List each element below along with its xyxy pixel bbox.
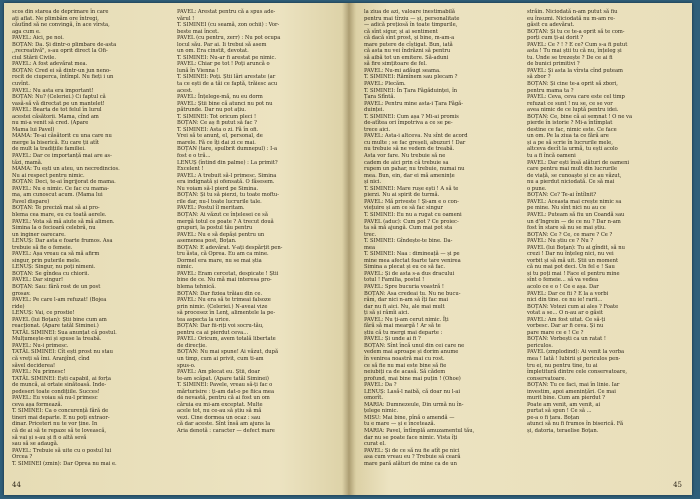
text-line: viețuire și am ce să fac singur — [364, 205, 443, 212]
text-line: Aria denotă : caracter — defect mare — [177, 428, 275, 434]
text-line: TATĂL SIMINEI: Ești capabil, ai forța — [12, 375, 111, 382]
text-line: PAVEL: Postul îl meritam. — [177, 205, 245, 212]
text-line: acele tot, nu ce-au să știu să mă — [177, 408, 262, 415]
text-line: pierzi. Nu ai spirit de turmă. — [364, 192, 440, 199]
text-line: PAVEL: Bearta de tot felul în lurul — [12, 107, 102, 114]
text-line: că de ai să te repaze să te lovească, — [12, 428, 107, 434]
text-line: pierde în istorie ? Mi-a întîmplat — [527, 120, 613, 127]
text-line: o pune. — [527, 185, 547, 192]
text-line: la ziua de azi, valoare inestimabilă — [364, 9, 456, 15]
text-line: Pavel dispare) — [12, 198, 50, 205]
text-line: MAMA: Tu ești un ateu, un necredincios. — [12, 166, 120, 173]
text-line: MISU: Mai bine, pînă o amendă — — [364, 414, 455, 421]
text-line: TATĂL SIMINEI: Sua anunțat că postul. — [12, 329, 117, 336]
text-line: BOȚAN: Și tu ce te-a oprit să te com- — [527, 28, 625, 35]
text-line: PAVEL: Nu era să te trimeai falsoze — [177, 297, 271, 304]
text-line: MARIA: Dumnezeule, Din urmă nu în- — [364, 401, 464, 408]
text-line: PAVEL: Aici, pe noi. — [12, 35, 64, 42]
text-line: PAVEL: Nu primesc! — [12, 369, 66, 376]
text-line: PAVEL: Chiar pe tot ! Poți aruncă o — [177, 61, 270, 68]
text-line: PAVEL (aduc): Cum pot ? Ce proiec- — [364, 218, 459, 225]
text-line: rile dar, nu-l toate lucrurile tale. — [177, 198, 262, 205]
text-line: un om. Era cinstit, devotat. — [177, 48, 249, 55]
text-line: să vai și s-au și fi o altă sevă — [12, 434, 87, 441]
text-line: grosav. — [12, 290, 31, 297]
text-line: T. SIMINEI: Pavele, vreau să-ți fac o — [177, 382, 273, 389]
text-line: blema cea mare, eu cu toată aerele. — [12, 211, 107, 218]
text-line: PAVEL: Eu voiau să nu-l primesc — [12, 395, 98, 402]
text-line: PAVEL: Și de asta s-a dus dracului — [364, 270, 455, 277]
text-line: Vrei să te anunț, el, personal, de — [177, 133, 263, 140]
text-line: mergă totul ce poate ? A trecut două — [177, 218, 274, 225]
text-line: T. SIMINEI (cu seamă, zon ochii) : Vor- — [177, 22, 280, 29]
text-line: te-am scăpat. (Apare tatăl Siminei) — [177, 375, 269, 382]
text-line: PAVEL: Mă priveste ! Și-am e o con- — [364, 198, 459, 205]
text-line: porți cum ți-ai dorit ? — [527, 35, 584, 42]
text-line: aga cum e. — [12, 28, 41, 35]
text-line: tru ăsta, că Oprea. Eu am ca mine. — [177, 251, 269, 258]
text-line: BOȚAN: Te preciză mai să ai pro- — [12, 205, 100, 212]
text-line: BOȚAN: Cred ei să dintr-un jun neno- — [12, 67, 111, 74]
text-line: Orcea ? — [12, 454, 33, 461]
text-line: refuzat ce sunt ! nu se, ce se vor — [527, 100, 613, 107]
text-line: prin nimic. (Celeriei.) N-aveai vize — [177, 303, 268, 310]
text-line: că dar aceste. Sînt însă am ajuns la — [177, 421, 271, 428]
text-line: Mulțumește-mi și spuse la treabă. — [12, 336, 102, 343]
right-page-column-1 — [364, 9, 519, 467]
text-line: PAVEL: Și asta la vîrsta cînd puteam — [527, 67, 623, 74]
text-line: vorbit și să mă uit. Știi un moment — [527, 257, 619, 264]
left-page-text — [12, 9, 334, 467]
text-line: că dacă sînt prost, și bine, m-am-a — [364, 35, 455, 42]
right-page-number: 45 — [673, 481, 682, 489]
text-line: trec. — [364, 231, 377, 238]
right-page-text — [364, 9, 682, 467]
text-line: PAVEL: Nu asta era important! — [12, 87, 94, 94]
text-line: mare putere de cîștigat. Bun, iată — [364, 41, 453, 48]
text-line: BOȚAN: Asa credeai tu. Nu ne bucu- — [364, 290, 461, 297]
text-line: tineri mai departe. E nu poți extraor- — [12, 414, 110, 421]
text-line: pedeseri toate condițiile. Succes! — [12, 388, 100, 395]
text-line: pentru ca ai pierdut ceva... — [177, 329, 249, 336]
text-line: mărturisire : ți-am dat-o pe fiica mea — [177, 388, 275, 395]
text-line: PAVEL: Trebuie să uite cu o postul lui — [12, 447, 112, 454]
text-line: profund, mai bine mai puțin ! (Ohoe) — [364, 375, 461, 382]
text-line: că vreți să îmi. Aranjînd, cînd — [12, 355, 90, 362]
text-line: mare pară alături de mine ca de un — [364, 460, 457, 467]
text-line: PAVEL: Nu e să depăși pentru un — [177, 231, 265, 238]
text-line: căruia eu mi-am exceptat. Multe — [177, 401, 263, 408]
text-line: T. SIMINEI: În Țara Făgăduinței, în — [364, 87, 458, 94]
text-line: BOȚAN: Ai văzut ce înțelesei ce să — [177, 211, 268, 218]
text-line: PAVEL: Nu știu ce ? Nu ? — [527, 238, 594, 245]
text-line: Mama lui Pavel) — [12, 126, 55, 133]
text-line: — adică prețiosă în toate timpurile, — [364, 22, 458, 29]
text-line: PAVEL: Dar ești însă alături de oameni — [527, 159, 630, 166]
text-line: BOȚAN: E adevărat. V-ați despărțit pen- — [177, 244, 283, 251]
text-line: să fire simțitoare de fel. — [364, 61, 427, 68]
text-line: singur, prin puterile mele. — [12, 257, 81, 264]
right-page — [348, 3, 692, 495]
text-line: PAVEL: Da ? — [364, 382, 397, 389]
text-line: Simina a plecat și eu ce să fac. — [364, 264, 446, 271]
text-line: tru ei, nu pentru tine, tu ai — [527, 362, 598, 369]
text-line: avea nimic de ce luptă pentru idei. — [527, 107, 619, 114]
text-line: vezi. Cine dormea un ocaz : sau — [177, 414, 261, 421]
text-line: pe mine. Nu sînt nici nu au ce — [527, 205, 606, 212]
text-line: PAVEL: Plecăm. — [364, 81, 406, 88]
text-line: ți să și rămîi aici. — [364, 310, 410, 317]
text-line: Simina la o fecioară celebră, nu — [12, 225, 96, 232]
text-line: tăzi, mamă. — [12, 159, 43, 166]
text-line: dar nu fi aici. Nu, ale mai mult — [364, 303, 445, 310]
text-line: acestei căsătorii. Mama, cînd am — [12, 113, 99, 120]
text-line: pentru mai tîrziu — și, personalitate — [364, 15, 460, 22]
text-line: beste mai încet. — [177, 28, 219, 35]
text-line: nici din tine. ce nu ie! rarii... — [527, 297, 603, 304]
text-line: mea ! Iată ! Iubirii și periculos pen- — [527, 355, 621, 362]
text-line: BOȚAN: Dar fiziea trăiau din ce. — [177, 290, 263, 297]
text-line: mine mea afectat foarte tare venirea — [364, 257, 461, 264]
text-line: Nu voiam să-l pierd pe Simina. — [177, 185, 259, 192]
text-line: un d'Ingrein — de ce nu ? Dar n-am — [527, 218, 621, 225]
text-line: PAVEL: Aceasta mai crește nimic sa — [527, 198, 622, 205]
text-line: MAMA: Te-ai căsătorit cu una care nu — [12, 133, 112, 140]
text-line: fost e o tră... — [177, 153, 211, 160]
text-line: reacționat. (Apare tatăl Siminei.) — [12, 323, 99, 330]
text-line: ride) — [12, 303, 25, 310]
text-line: PAVEL: Am plecat eu. Știi, doar — [177, 369, 260, 376]
text-line: T. SIMINEI: Naa : dimineață — și pe — [364, 251, 460, 258]
text-line: PAVEL (lui Boțan): Tu ai gîndit, să nu — [527, 244, 625, 251]
text-line: un timp, cum ai privit, cum ti-am — [177, 355, 264, 362]
text-line: și nici. — [364, 179, 382, 186]
text-line: un om. Pe la ziua ta ce fără are — [527, 133, 609, 140]
text-line: BOȚAN: Ce aș fi putut să fac ? — [177, 120, 257, 127]
left-page-number: 44 — [12, 481, 21, 489]
text-line: acest. — [177, 87, 193, 94]
text-line: BOȚAN: Tu ce faci, mai în linie. Iar — [527, 382, 620, 389]
text-line: de mult la tradițiile familiei. — [12, 146, 86, 153]
text-line: MARIA: Pavel, întîmplă amuzamentul tău, — [364, 428, 475, 434]
text-line: Țara Sfîntă. — [364, 94, 396, 101]
text-line: sau să se adaugă. — [12, 441, 59, 448]
text-line: nu trebuie să ne vedem de treabă. — [364, 146, 455, 153]
text-line: PAVEL: Am fost uitat. Ce să-ți — [527, 316, 606, 323]
text-line: duinței. — [364, 107, 385, 114]
text-line: LENUȘ: Dar asta e foarte frumos. Asa — [12, 238, 113, 245]
text-line: atunci să nu fi frumos în biserică. Fă — [527, 421, 624, 428]
text-line: PAVEL: Ceva, ceva care este cel timp — [527, 94, 625, 101]
text-line: bine de ce. Nu mă mai interesa pro- — [177, 277, 272, 284]
text-line: PAVEL: Înțelege-mă, nu eu dorm — [177, 94, 263, 101]
text-line: de bunici primitivi ? — [527, 61, 580, 68]
text-line: răm, dar nici n-am să îți fac mai — [364, 297, 448, 304]
text-line: PAVEL: Asta-i altceva. Nu sînt de acord — [364, 133, 468, 140]
text-line: și, datoria, teraelise Boțan. — [527, 428, 599, 434]
text-line: BOȚAN: Vorbești ca un ratat ! — [527, 336, 606, 343]
text-line: LENUȘ: Singur, nu poți nimeni. — [12, 264, 96, 271]
text-line: pare mare ce e ! Ce ? — [527, 329, 584, 336]
text-line: tu. Unde se trezește ? De ce ai fi — [527, 54, 613, 61]
text-line: PAVEL: Ce ? ! ? E ce? Cum s-a fi putut — [527, 41, 628, 48]
text-line: care pentru mai mult din lucrurile — [527, 166, 618, 173]
left-page-column-1 — [12, 9, 169, 467]
book-gutter — [342, 3, 356, 495]
text-line: asta ! Tu mai știi tu că nu, înțeleg și — [527, 48, 622, 55]
text-line: BOȚAN: Se gîndea cu chiorii. — [12, 270, 90, 277]
text-line: T. SIMINEI: Asta o zi. Fă în ofi. — [177, 126, 259, 133]
text-line: vărul ! — [177, 15, 195, 22]
text-line: periculos. — [527, 342, 553, 349]
text-line: știu că tu mergi mai departe : — [364, 329, 443, 336]
text-line: murit bine. Cum am pierdut ? — [527, 395, 606, 402]
book-spread — [4, 3, 692, 495]
text-line: BOȚAN (tare, spulbrit dumnepul) : I-a — [177, 146, 278, 153]
text-line: dinar. Priceteri nu te vor ține. In — [12, 421, 98, 428]
text-line: BOȚAN: Deci, te-ai îngrijorat de mama. — [12, 179, 116, 186]
text-line: cadem de aici prin că trebuie sa — [364, 159, 449, 166]
text-line: ceva așa formează. — [12, 401, 63, 408]
text-line: găsit cu adevărat. — [527, 22, 575, 29]
text-line: nu a pierdut niciodată. Ce să mai — [527, 179, 615, 186]
text-line: de viață, se cunoaște și ce au văzut, — [527, 172, 622, 179]
text-line: BOȚAN: Sau: fără rost de un post — [12, 283, 101, 290]
text-line: pentru mama ta ? — [527, 87, 574, 94]
text-line: PAVEL (cu pentru, zerr) : Nu pot ocupa — [177, 35, 281, 42]
text-line: T. SIMINEI: Cum așa ? Mi-ai promis — [364, 113, 459, 120]
text-line: PAVEL: Nu-i primesc. — [12, 342, 69, 349]
text-line: investim, apoi amenințări. Ce mai — [527, 388, 616, 395]
text-line: mea — [364, 244, 376, 251]
text-line: că asta nu vei îndrăzni să pentru — [364, 48, 451, 55]
text-line: BOȚAN: Sînt încă unul din cei care ne — [364, 342, 465, 349]
text-line: căutînd să ne convingă, în ace vîrsta, — [12, 22, 110, 29]
text-line: BOȚAN: Ce? Te-ai întîlnit? — [527, 192, 597, 199]
text-line: fost în stare să nu se mai știu. — [527, 225, 606, 232]
text-line: scos din starea de deprimare în care — [12, 9, 109, 15]
text-line: ,,recreativă", s-au oprit direct la Ofi- — [12, 48, 108, 55]
text-line: tu e mare — și e încetează. — [364, 421, 436, 428]
text-line: LENUȘ (întind din palme) : La primit? — [177, 159, 278, 166]
text-line: cuvînt. — [12, 81, 30, 88]
text-line: BOȚAN: Votezi cum ai ales ? Foate — [527, 303, 619, 310]
text-line: trece aici. — [364, 126, 391, 133]
text-line: BOȚAN: Și tu să pierzi, tu toate moftu- — [177, 192, 279, 199]
text-line: PAVEL: A trebuit să-l primesc. Simina — [177, 172, 277, 179]
text-line: țelege nimic. — [364, 408, 399, 415]
text-line: BOȚAN: Dar fii-riți voi socru-tău, — [177, 323, 264, 330]
text-line: PAVEL: Nu-mi adăugi seama. — [364, 67, 441, 74]
text-line: că nu mai pot deci. Un fel e ! Sau — [527, 264, 615, 271]
text-line: locul său. Par ai. Ii trebui să asem — [177, 41, 267, 48]
text-line: fără să mai meargă ! Ar să te — [364, 323, 441, 330]
text-line: sînt o femeie... să va vedea — [527, 277, 599, 284]
text-line: PAVEL: Pentru mine asta-i Țara Făgă- — [364, 100, 464, 107]
text-line: nimic. — [177, 264, 194, 271]
text-line: împletitură dintre cele conservatoare, — [527, 369, 628, 376]
text-line: era indignată și ofensată. O făsesem. — [177, 179, 275, 186]
text-line: eu însumi. Niciodată nu m-am re- — [527, 15, 616, 22]
text-line: PAVEL: Arestat pentru că a spus ade- — [177, 9, 276, 15]
text-line: PAVEL (zmplodind): Ai venit la vorba — [527, 349, 625, 356]
text-line: T. SIMINEI: Eu nu a rugat cu oameni — [364, 211, 462, 218]
text-line: să procesez în Lenț, alimentele la pe- — [177, 310, 276, 317]
text-line: și a pe să scrie în lucrurile mele, — [527, 139, 613, 146]
text-line: PAVEL: Dar ce importanță mai are as- — [12, 153, 112, 160]
text-line: dar nu se poate face nimic. Vista îți — [364, 434, 458, 441]
text-line: trebuie să fie o femeie. — [12, 244, 73, 251]
text-line: merge la biserică. Eu care ții atît — [12, 139, 100, 146]
text-line: lună în Vienna ! — [177, 67, 219, 74]
text-line: să zbor ? — [527, 74, 551, 81]
text-line: rocit de ciuperca, întîmpl. Nu fieți i un — [12, 74, 114, 81]
text-line: BOȚAN: Da. Și dintr-o plimbare de-asta — [12, 41, 117, 48]
text-line: PAVEL: Vota să mă aiute să mă alimen. — [12, 218, 115, 225]
text-line: PAVEL: Nu e nimic. Ce fac cu mama- — [12, 185, 109, 192]
text-line: Nu ai respect pentru nimic. — [12, 172, 85, 179]
text-line: PAVEL: Spre bucuria voastră ! — [364, 283, 444, 290]
text-line: ta ce ești de a tăi ce faptă, trăiesc acu — [177, 81, 278, 88]
text-line: Poate am venit, am venit, ai — [527, 401, 601, 408]
text-line: LENUȘ: Lasă-l naibă, că doar nu l-ai — [364, 388, 461, 395]
text-line: că sînt sigur, și ai sentiment — [364, 28, 438, 35]
text-line: curat el. — [364, 441, 386, 448]
text-line: altceva decît la urmă, tu ești acolo — [527, 146, 618, 153]
text-line: rupem un pahar, nu trebuie, numai nu — [364, 166, 465, 173]
text-line: vasă-să vă directat pe un mantelet! — [12, 100, 105, 107]
text-line: PAVEL: Pe care l-am refuzat! (Bojea — [12, 297, 107, 304]
text-line: crezi ! Dar nu înțeleg nici, nu vei — [527, 251, 614, 258]
text-line: ciul Stării Civile. — [12, 54, 56, 61]
text-line: conservatoare. — [527, 375, 567, 382]
text-line: Asta vor fare. Nu trebuie să ne — [364, 153, 446, 160]
text-line: tu a fi încă oameni — [527, 153, 576, 160]
text-line: ce să fie nu mai este bine să fie — [364, 362, 447, 369]
text-line: mea. Bun, ein, dar ei mă amenințe — [364, 172, 455, 179]
text-line: ta să mă ajungă. Cum mai pot sta — [364, 225, 453, 232]
text-line: neiubiți ca de acasă. Să cădem — [364, 369, 446, 376]
text-line: și tu poți mai ! Face el pentru mine — [527, 270, 620, 277]
text-line: LENUȘ: Vai, ce prostie! — [12, 310, 75, 317]
text-line: vorbesc. Dar ar fi ceva. Și nu — [527, 323, 604, 330]
text-line: pătrunde. Dar nu pot ațiu. — [177, 107, 247, 114]
text-line: ma, am cunoscut acum. (Mama lui — [12, 192, 103, 199]
right-page-column-2 — [527, 9, 682, 457]
text-line: BOȚAN: Nu mai spune! Ai văzut, după — [177, 349, 279, 356]
text-line: acolo ce e o ! Ce e așa. Dar — [527, 283, 599, 290]
text-line: PAVEL: Dar singur! — [12, 277, 64, 284]
left-page — [4, 3, 348, 495]
text-line: ați aflat. Ne plimbăm ore întregi, — [12, 15, 99, 22]
text-line: PAVEL: Nu ți-am cerut nimic. Îți — [364, 316, 449, 323]
left-page-column-2 — [177, 9, 334, 457]
text-line: BOȚAN: Ce ? Ce, ce mare ? Ce ? — [527, 231, 613, 238]
text-line: T. SIMINEI: Gîndește-te bine. Da- — [364, 238, 453, 245]
text-line: de nevastă, pentru că ai fost un om — [177, 395, 270, 402]
text-line: T. SIMINEI: Poți. Știi lări arestate (ar — [177, 74, 276, 81]
text-line: Excelent ! — [177, 166, 204, 173]
text-line: să aibă tot un emitere. Să-aduni — [364, 54, 449, 61]
text-line: votat a se... O n-au ar o găsit — [527, 310, 603, 317]
text-line: săvel deciderea! — [12, 362, 56, 369]
text-line: de direcție. — [177, 342, 207, 349]
text-line: de muncă, ai ortaie sinătoasă. Inde- — [12, 382, 107, 389]
text-line: grupuri, la postul tău pentru — [177, 225, 253, 232]
text-line: omorît. — [364, 395, 384, 402]
text-line: PAVEL: A fost adevărat mea. — [12, 61, 88, 68]
text-line: PAVEL: Știi bine că atunci nu pot nu — [177, 100, 273, 107]
text-line: spus-o. — [177, 362, 196, 369]
text-line: T. SIMINEI: Ca o concurență fără de — [12, 408, 109, 415]
text-line: în venirea noastră mai cu rost. — [364, 355, 445, 362]
text-line: tea aspecta la urice. — [177, 316, 231, 323]
text-line: nu mi-a venit să cred. (Apare — [12, 120, 89, 127]
text-line: purtat să spun ! Ce să ... — [527, 408, 592, 415]
text-line: totul ! Familia, postul ! — [364, 277, 425, 284]
text-line: PAVEL: Eram cercetat, despicate ! Știi — [177, 270, 279, 277]
text-line: cu multe ; se fac greșeli, abuzuri ! Dar — [364, 139, 466, 146]
text-line: T. SIMINEI (zmin): Dar Oprea nu mai e. — [12, 460, 117, 467]
text-line: pe-a o fi țara. Boțan — [527, 414, 580, 421]
text-line: asemenea post, Boțan. — [177, 238, 237, 245]
text-line: BOȚAN: Ce, bine că ai semnat ! O ne va — [527, 113, 633, 120]
text-line: PAVEL: Și unde ai fi ? — [364, 336, 421, 343]
text-line: de-atîtea ori împotriva a ce se pe- — [364, 120, 453, 127]
text-line: T. SIMINEI: Tot oricum pleci ! — [177, 113, 257, 120]
text-line: PAVEL: Oricum, avem totală libertate — [177, 336, 276, 343]
text-line: vedem mai aproape și dorim anume — [364, 349, 459, 356]
text-line: destine ce fac, nimic este. Ce face — [527, 126, 617, 133]
text-line: PAVEL (lui Boțan): Știi bine cum am — [12, 316, 107, 323]
text-line: PAVEL: Așa vreau ca să mă afirm — [12, 251, 100, 258]
text-line: PAVEL: Și de ce să nu fie atît pe nici — [364, 447, 460, 454]
text-line: marele. Fă ce îți dai zi ce mai. — [177, 139, 256, 146]
text-line: PAVEL: Puteam să fiu un Coandă sau — [527, 211, 625, 218]
text-line: blema tehnică. — [177, 283, 216, 290]
text-line: asa cum vreau eu ? Trebuie să ceară — [364, 454, 461, 461]
text-line: străin. Niciodată n-am putut să fiu — [527, 9, 618, 15]
text-line: Dormel era mare, nu se mai știa — [177, 257, 262, 264]
text-line: T. SIMINEI: Rămînem sau plecam ? — [364, 74, 458, 81]
text-line: TATĂL SIMINEI: Cît ești prost nu stau — [12, 349, 113, 356]
text-line: T. SIMINEI: Mare rușe ești ! A să te — [364, 185, 459, 192]
text-line: BOȚAN: Și cine te-a oprit să zbori, — [527, 81, 618, 88]
text-line: PAVEL: Dar ce fii ? E la a vorbi — [527, 290, 609, 297]
text-line: T. SIMINEI: Nu-ar fi arestat pe nimic. — [177, 54, 277, 61]
text-line: un inginer oarecare. — [12, 231, 66, 238]
text-line: BOȚAN: Nu? (Celeriei.) Ci faptul că — [12, 94, 106, 101]
